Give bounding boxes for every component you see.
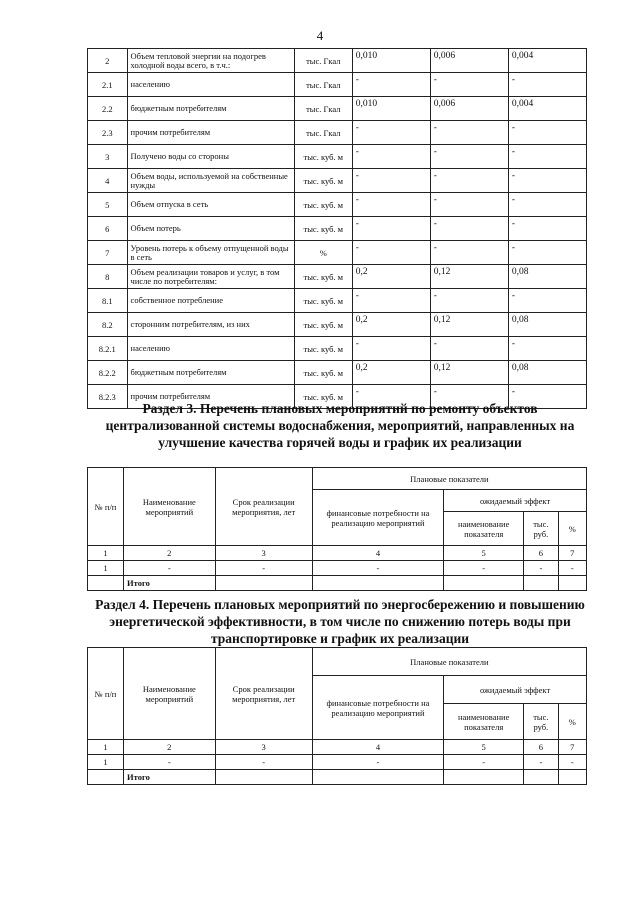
- s4-cell: [444, 770, 524, 785]
- table-cell-v1: 0,010: [352, 97, 430, 121]
- table-cell-v3: -: [508, 241, 586, 265]
- table-cell-name: населению: [127, 337, 294, 361]
- table-cell-name: населению: [127, 73, 294, 97]
- s3-cell: -: [124, 561, 216, 576]
- volume-table: [87, 48, 587, 409]
- s4-header-term: Срок реализации мероприятия, лет: [215, 648, 312, 740]
- table-cell-n: 2.3: [88, 121, 128, 145]
- table-cell-unit: тыс. куб. м: [294, 145, 352, 169]
- s3-cell: [312, 576, 443, 591]
- table-row: [88, 49, 587, 73]
- table-row: [88, 121, 587, 145]
- s3-cell: -: [524, 561, 558, 576]
- s4-header-name: Наименование мероприятий: [124, 648, 216, 740]
- table-cell-name: Объем отпуска в сеть: [127, 193, 294, 217]
- s4-total-row: [88, 770, 587, 785]
- table-cell-n: 8.2.2: [88, 361, 128, 385]
- table-cell-v1: -: [352, 217, 430, 241]
- table-cell-v1: -: [352, 121, 430, 145]
- table-cell-v2: -: [430, 193, 508, 217]
- s3-cell: -: [558, 561, 586, 576]
- table-cell-v1: 0,2: [352, 361, 430, 385]
- s4-colnum: 3: [215, 740, 312, 755]
- table-cell-unit: тыс. куб. м: [294, 337, 352, 361]
- table-cell-v2: -: [430, 385, 508, 409]
- s3-cell: [88, 576, 124, 591]
- table-cell-n: 6: [88, 217, 128, 241]
- table-cell-v3: 0,08: [508, 265, 586, 289]
- table-cell-v2: 0,006: [430, 49, 508, 73]
- table-cell-v2: 0,12: [430, 361, 508, 385]
- table-cell-unit: тыс. куб. м: [294, 265, 352, 289]
- table-cell-unit: тыс. Гкал: [294, 97, 352, 121]
- s4-column-numbers-row: [88, 740, 587, 755]
- s3-cell: [215, 576, 312, 591]
- table-cell-n: 8: [88, 265, 128, 289]
- page-number: 4: [316, 28, 324, 43]
- table-cell-n: 8.2.3: [88, 385, 128, 409]
- s4-cell: 1: [88, 755, 124, 770]
- table-row: [88, 265, 587, 289]
- table-cell-v1: -: [352, 169, 430, 193]
- s3-header-planned: Плановые показатели: [312, 468, 586, 490]
- table-cell-v3: -: [508, 73, 586, 97]
- table-cell-name: Объем тепловой энергии на подогрев холодной воды всего, в т.ч.:: [127, 49, 294, 73]
- s4-header-num: № п/п: [88, 648, 124, 740]
- table-cell-v2: 0,12: [430, 265, 508, 289]
- s3-cell: [444, 576, 524, 591]
- table-cell-v1: 0,2: [352, 313, 430, 337]
- table-cell-v3: -: [508, 385, 586, 409]
- s3-header-term: Срок реализации мероприятия, лет: [215, 468, 312, 546]
- table-cell-v3: -: [508, 289, 586, 313]
- s3-header-effect: ожидаемый эффект: [444, 490, 587, 512]
- s4-total-label: Итого: [124, 770, 216, 785]
- table-cell-name: Объем потерь: [127, 217, 294, 241]
- table-row: [88, 361, 587, 385]
- s3-header-finance: финансовые потребности на реализацию мероприятий: [312, 490, 443, 546]
- table-cell-v1: -: [352, 73, 430, 97]
- table-row: [88, 289, 587, 313]
- s4-header-indicator: наименование показателя: [444, 704, 524, 740]
- s4-colnum: 2: [124, 740, 216, 755]
- table-cell-name: бюджетным потребителям: [127, 97, 294, 121]
- s4-cell: [524, 770, 558, 785]
- table-cell-name: сторонним потребителям, из них: [127, 313, 294, 337]
- s3-colnum: 1: [88, 546, 124, 561]
- table-cell-n: 2.2: [88, 97, 128, 121]
- table-cell-unit: тыс. куб. м: [294, 385, 352, 409]
- table-row: [88, 97, 587, 121]
- table-cell-name: прочим потребителям: [127, 385, 294, 409]
- table-cell-name: Объем воды, используемой на собственные нужды: [127, 169, 294, 193]
- table-cell-v1: -: [352, 385, 430, 409]
- s4-header-percent: %: [558, 704, 586, 740]
- table-cell-unit: тыс. куб. м: [294, 217, 352, 241]
- table-cell-v2: 0,12: [430, 313, 508, 337]
- table-cell-unit: тыс. Гкал: [294, 73, 352, 97]
- s4-cell: [312, 770, 443, 785]
- s3-colnum: 2: [124, 546, 216, 561]
- s4-data-row: [88, 755, 587, 770]
- table-cell-v1: -: [352, 337, 430, 361]
- s3-colnum: 4: [312, 546, 443, 561]
- s4-cell: [215, 770, 312, 785]
- s3-colnum: 6: [524, 546, 558, 561]
- section3-heading: Раздел 3. Перечень плановых мероприятий по ремонту объектов централизованной системы водоснабжения, мероприятий, направленных на улучшение качества горячей воды и график их реализации: [105, 401, 575, 450]
- s4-cell: -: [124, 755, 216, 770]
- table-cell-unit: тыс. Гкал: [294, 121, 352, 145]
- table-cell-unit: %: [294, 241, 352, 265]
- table-cell-v3: 0,004: [508, 49, 586, 73]
- s4-cell: -: [215, 755, 312, 770]
- volume-table-body: [88, 49, 587, 409]
- table-cell-v2: 0,006: [430, 97, 508, 121]
- table-cell-n: 8.1: [88, 289, 128, 313]
- table-cell-n: 5: [88, 193, 128, 217]
- s4-cell: -: [312, 755, 443, 770]
- s3-cell: -: [215, 561, 312, 576]
- table-cell-v3: -: [508, 145, 586, 169]
- table-cell-v3: -: [508, 169, 586, 193]
- section4-heading: Раздел 4. Перечень плановых мероприятий по энергосбережению и повышению энергетической эффективности, в том числе по снижению потерь воды при транспортировке и график их реализации: [95, 597, 585, 646]
- table-cell-v2: -: [430, 121, 508, 145]
- table-cell-name: собственное потребление: [127, 289, 294, 313]
- s3-total-label: Итого: [124, 576, 216, 591]
- table-row: [88, 169, 587, 193]
- table-cell-name: прочим потребителям: [127, 121, 294, 145]
- table-cell-v3: -: [508, 337, 586, 361]
- s3-cell: [524, 576, 558, 591]
- table-row: [88, 145, 587, 169]
- table-cell-n: 2: [88, 49, 128, 73]
- s3-cell: [558, 576, 586, 591]
- s3-header-percent: %: [558, 512, 586, 546]
- table-cell-v3: -: [508, 217, 586, 241]
- s4-colnum: 5: [444, 740, 524, 755]
- s3-header-unit: тыс. руб.: [524, 512, 558, 546]
- table-cell-unit: тыс. куб. м: [294, 361, 352, 385]
- s3-data-row: [88, 561, 587, 576]
- s4-header-finance: финансовые потребности на реализацию мероприятий: [312, 676, 443, 740]
- table-cell-v2: -: [430, 73, 508, 97]
- s4-colnum: 7: [558, 740, 586, 755]
- table-cell-unit: тыс. Гкал: [294, 49, 352, 73]
- s3-column-numbers-row: [88, 546, 587, 561]
- table-cell-v2: -: [430, 169, 508, 193]
- table-cell-n: 3: [88, 145, 128, 169]
- table-cell-n: 8.2.1: [88, 337, 128, 361]
- table-row: [88, 313, 587, 337]
- table-cell-unit: тыс. куб. м: [294, 193, 352, 217]
- s4-cell: -: [558, 755, 586, 770]
- section3-table: [87, 467, 587, 591]
- table-cell-v1: -: [352, 289, 430, 313]
- table-cell-unit: тыс. куб. м: [294, 169, 352, 193]
- table-cell-v2: -: [430, 145, 508, 169]
- table-cell-v3: -: [508, 193, 586, 217]
- s3-cell: -: [312, 561, 443, 576]
- table-row: [88, 217, 587, 241]
- table-row: [88, 193, 587, 217]
- s4-cell: [88, 770, 124, 785]
- table-cell-name: Уровень потерь к объему отпущенной воды в сеть: [127, 241, 294, 265]
- section4-table: [87, 647, 587, 785]
- table-cell-v1: -: [352, 145, 430, 169]
- s4-colnum: 4: [312, 740, 443, 755]
- table-cell-v2: -: [430, 289, 508, 313]
- s4-cell: -: [524, 755, 558, 770]
- s3-header-indicator: наименование показателя: [444, 512, 524, 546]
- s4-cell: -: [444, 755, 524, 770]
- table-cell-v1: 0,2: [352, 265, 430, 289]
- s4-cell: [558, 770, 586, 785]
- table-cell-name: Получено воды со стороны: [127, 145, 294, 169]
- table-cell-v2: -: [430, 241, 508, 265]
- s3-header-name: Наименование мероприятий: [124, 468, 216, 546]
- table-cell-unit: тыс. куб. м: [294, 313, 352, 337]
- table-cell-v3: -: [508, 121, 586, 145]
- table-cell-unit: тыс. куб. м: [294, 289, 352, 313]
- table-cell-name: Объем реализации товаров и услуг, в том числе по потребителям:: [127, 265, 294, 289]
- table-cell-n: 4: [88, 169, 128, 193]
- s3-colnum: 3: [215, 546, 312, 561]
- table-cell-v1: 0,010: [352, 49, 430, 73]
- s4-colnum: 6: [524, 740, 558, 755]
- s3-header-num: № п/п: [88, 468, 124, 546]
- table-cell-v3: 0,08: [508, 361, 586, 385]
- table-cell-v1: -: [352, 241, 430, 265]
- table-row: [88, 73, 587, 97]
- table-cell-v2: -: [430, 217, 508, 241]
- s3-total-row: [88, 576, 587, 591]
- s4-header-unit: тыс. руб.: [524, 704, 558, 740]
- table-cell-v3: 0,004: [508, 97, 586, 121]
- table-row: [88, 241, 587, 265]
- table-cell-v3: 0,08: [508, 313, 586, 337]
- s3-cell: -: [444, 561, 524, 576]
- table-cell-n: 2.1: [88, 73, 128, 97]
- s4-header-effect: ожидаемый эффект: [444, 676, 587, 704]
- table-cell-n: 7: [88, 241, 128, 265]
- s4-colnum: 1: [88, 740, 124, 755]
- s3-colnum: 7: [558, 546, 586, 561]
- table-cell-v1: -: [352, 193, 430, 217]
- s3-colnum: 5: [444, 546, 524, 561]
- table-cell-v2: -: [430, 337, 508, 361]
- table-cell-n: 8.2: [88, 313, 128, 337]
- table-row: [88, 337, 587, 361]
- s3-cell: 1: [88, 561, 124, 576]
- s4-header-planned: Плановые показатели: [312, 648, 586, 676]
- table-cell-name: бюджетным потребителям: [127, 361, 294, 385]
